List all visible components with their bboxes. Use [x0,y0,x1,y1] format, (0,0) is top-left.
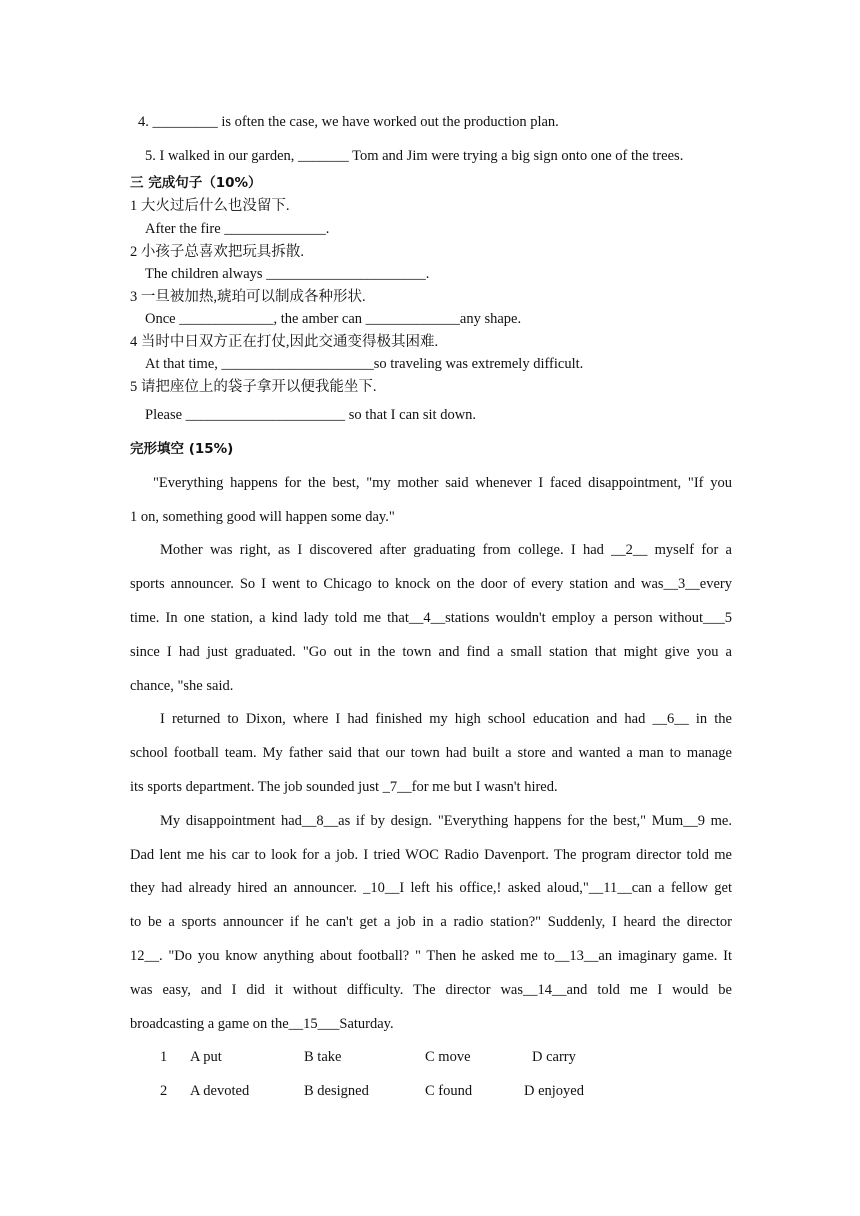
option-a: A devoted [190,1083,250,1099]
sentence-cn: 5 请把座位上的袋子拿开以便我能坐下. [130,379,377,395]
cloze-line: "Everything happens for the best, "my mother said whenever I faced disappointment, "If you [153,475,732,491]
cloze-line: Mother was right, as I discovered after graduating from college. I had __2__ myself for a [160,542,732,558]
cloze-line: 1 on, something good will happen some day." [130,509,395,525]
option-c: C found [425,1083,473,1099]
option-c: C move [425,1049,471,1065]
cloze-line: sports announcer. So I went to Chicago to knock on the door of every station and was__3__every [130,576,732,592]
cloze-line: time. In one station, a kind lady told me that__4__stations wouldn't employ a person without___5 [130,610,732,626]
option-b: B designed [304,1083,369,1099]
sentence-en: After the fire ______________. [145,221,330,237]
cloze-line: My disappointment had__8__as if by design. "Everything happens for the best," Mum__9 me. [160,813,732,829]
cloze-line: I returned to Dixon, where I had finished my high school education and had __6__ in the [160,711,732,727]
sentence-en: Please ______________________ so that I can sit down. [145,407,477,423]
cloze-line: 12__. "Do you know anything about football? " Then he asked me to__13__an imaginary game. It [130,948,732,964]
sentence-en: Once _____________, the amber can _____________any shape. [145,311,522,327]
sentence-cn: 2 小孩子总喜欢把玩具拆散. [130,244,304,260]
cloze-line: to be a sports announcer if he can't get a job in a radio station?" Suddenly, I heard the director [130,914,732,930]
option-number: 1 [160,1049,168,1065]
cloze-line: its sports department. The job sounded just _7__for me but I wasn't hired. [130,779,558,795]
cloze-line: they had already hired an announcer. _10__I left his office,! asked aloud,"__11__can a fellow get [130,880,732,896]
sentence-cn: 4 当时中日双方正在打仗,因此交通变得极其困难. [130,334,439,350]
option-b: B take [304,1049,342,1065]
cloze-line: was easy, and I did it without difficulty. The director was__14__and told me I would be [130,982,732,998]
question-5: 5. I walked in our garden, _______ Tom and Jim were trying a big sign onto one of the trees. [145,148,684,164]
section3-heading: 三 完成句子（10%） [130,175,262,191]
option-number: 2 [160,1083,168,1099]
cloze-line: since I had just graduated. "Go out in the town and find a small station that might give you a [130,644,732,660]
cloze-line: school football team. My father said that our town had built a store and wanted a man to manage [130,745,732,761]
sentence-cn: 1 大火过后什么也没留下. [130,198,290,214]
cloze-line: broadcasting a game on the__15___Saturday. [130,1016,394,1032]
option-a: A put [190,1049,222,1065]
cloze-line: Dad lent me his car to look for a job. I tried WOC Radio Davenport. The program director told me [130,847,732,863]
question-4: 4. _________ is often the case, we have worked out the production plan. [138,114,559,130]
sentence-cn: 3 一旦被加热,琥珀可以制成各种形状. [130,289,366,305]
cloze-heading: 完形填空 (15%) [130,441,234,457]
sentence-en: The children always ______________________. [145,266,430,282]
option-d: D carry [532,1049,576,1065]
option-d: D enjoyed [524,1083,584,1099]
sentence-en: At that time, _____________________so traveling was extremely difficult. [145,356,584,372]
cloze-line: chance, "she said. [130,678,234,694]
